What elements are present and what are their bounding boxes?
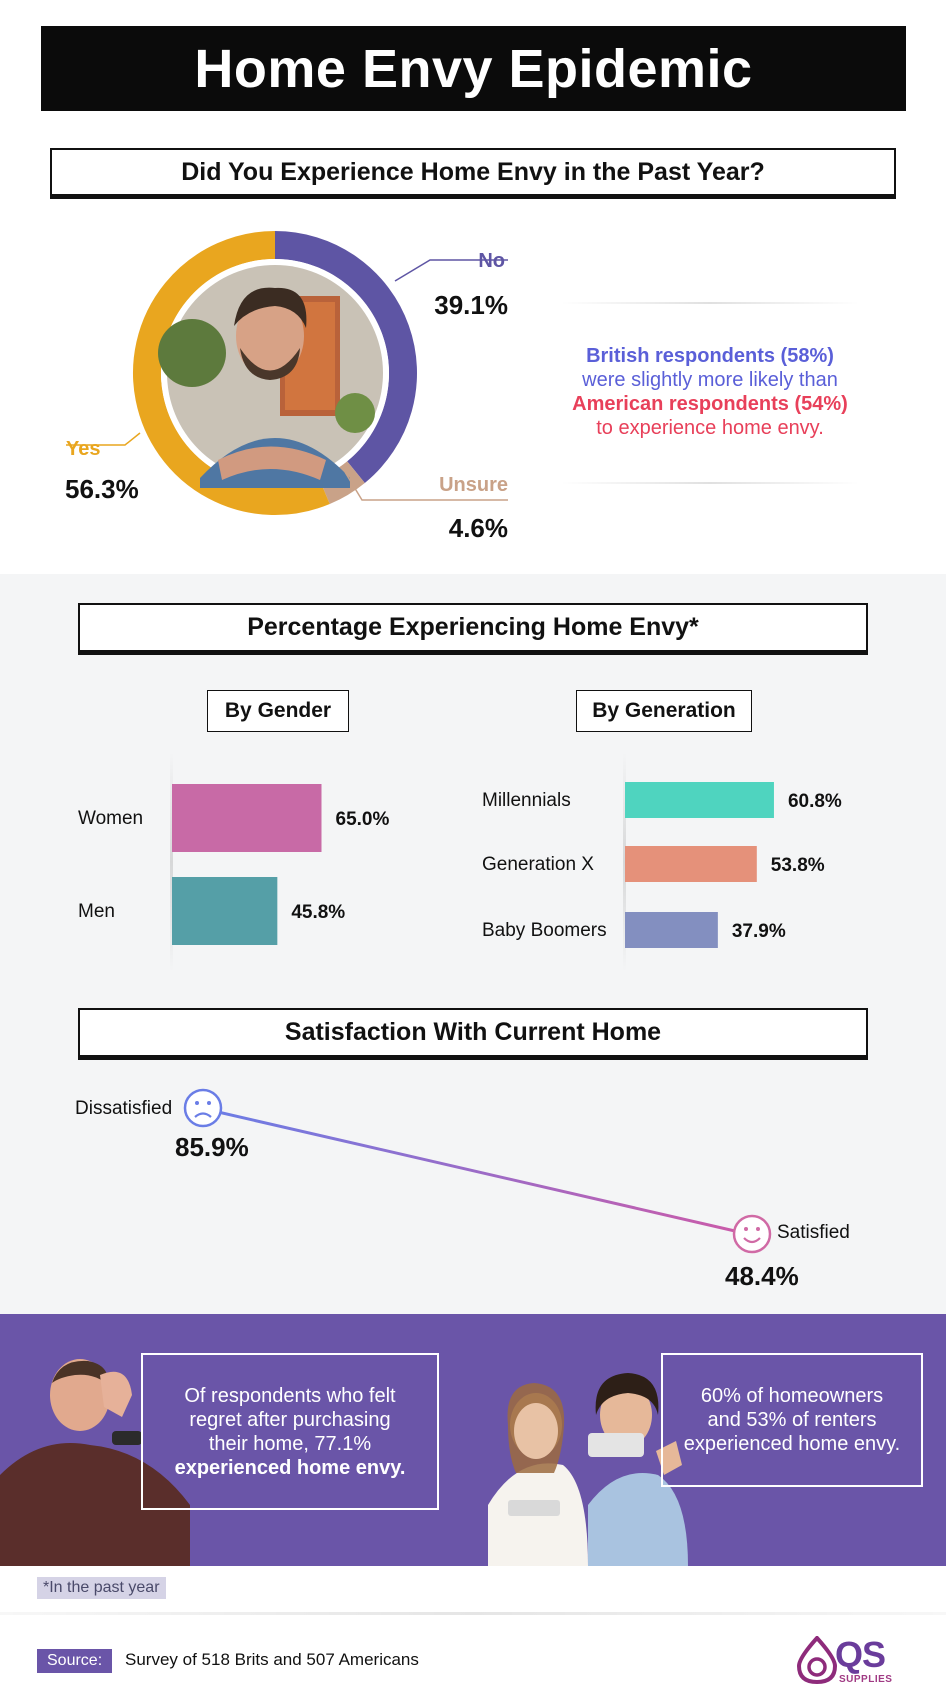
source-text: Survey of 518 Brits and 507 Americans (125, 1650, 419, 1669)
owners-line-2: and 53% of renters (707, 1409, 877, 1431)
pie-section-heading: Did You Experience Home Envy in the Past Year? (50, 148, 896, 199)
bar-value-label: 45.8% (291, 902, 346, 923)
source-tag: Source: (37, 1649, 112, 1673)
bar-category-label: Generation X (482, 854, 594, 875)
callout-british: British respondents (58%) (586, 345, 834, 367)
bar-baby-boomers (625, 912, 718, 948)
regret-line-3: their home, 77.1% (208, 1432, 372, 1455)
bar-value-label: 60.8% (787, 791, 842, 812)
dissatisfied-label: Dissatisfied (75, 1098, 173, 1119)
satisfaction-section-heading: Satisfaction With Current Home (78, 1008, 868, 1060)
bar-category-label: Millennials (482, 790, 571, 811)
bar-generation-x (625, 846, 757, 882)
pie-label-yes: Yes (66, 438, 101, 460)
generation-bar-chart (460, 760, 946, 970)
bar-category-label: Men (78, 901, 115, 922)
pie-value-no: 39.1% (434, 290, 508, 320)
owners-line-3: experienced home envy. (683, 1433, 901, 1455)
satisfied-label: Satisfied (777, 1222, 850, 1243)
bar-category-label: Women (78, 808, 144, 829)
regret-line-1: Of respondents who felt (184, 1384, 396, 1407)
regret-line-2: regret after purchasing (189, 1408, 391, 1431)
qs-supplies-logo[interactable] (795, 1632, 905, 1688)
pie-value-unsure: 4.6% (448, 513, 508, 543)
logo-drop-icon (795, 1636, 839, 1684)
regret-fact-box (141, 1353, 439, 1510)
callout-text (530, 344, 890, 440)
callout-line2: were slightly more likely than (582, 369, 838, 391)
satisfaction-trend-line (205, 1109, 748, 1234)
gender-bar-chart (0, 760, 460, 970)
bar-category-label: Baby Boomers (482, 920, 607, 941)
callout-divider-top (560, 302, 860, 304)
pie-label-unsure: Unsure (439, 474, 508, 496)
logo-brand: QS (835, 1634, 886, 1675)
pie-value-yes: 56.3% (65, 474, 139, 504)
regret-line-4: experienced home envy. (174, 1456, 406, 1479)
callout-line4: to experience home envy. (596, 417, 824, 439)
owners-line-1: 60% of homeowners (700, 1385, 884, 1407)
bar-millennials (625, 782, 774, 818)
gender-subheading: By Gender (207, 690, 349, 732)
dissatisfied-value: 85.9% (175, 1132, 249, 1162)
bar-value-label: 37.9% (731, 921, 786, 942)
happy-face-icon (734, 1216, 770, 1252)
bars-section-heading: Percentage Experiencing Home Envy* (78, 603, 868, 655)
bar-women (172, 784, 322, 852)
sad-face-icon (185, 1090, 221, 1126)
donut-leader-lines (0, 230, 520, 510)
satisfied-value: 48.4% (725, 1261, 799, 1291)
callout-american: American respondents (54%) (572, 393, 848, 415)
callout-divider-bottom (560, 482, 860, 484)
bar-men (172, 877, 277, 945)
bar-value-label: 65.0% (335, 809, 390, 830)
homeowners-fact-box (661, 1353, 923, 1487)
pie-label-no: No (478, 250, 505, 272)
logo-sub: SUPPLIES (839, 1674, 893, 1685)
bar-value-label: 53.8% (770, 855, 825, 876)
footer-divider (0, 1612, 946, 1615)
generation-subheading: By Generation (576, 690, 752, 732)
page-title: Home Envy Epidemic (41, 26, 906, 111)
footnote: *In the past year (37, 1577, 166, 1599)
